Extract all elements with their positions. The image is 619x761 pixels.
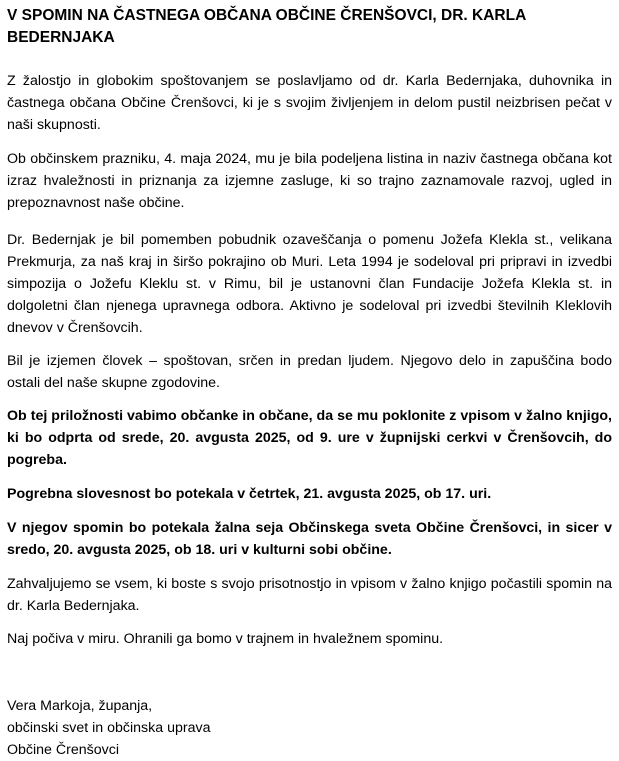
paragraph-rest-in-peace: Naj počiva v miru. Ohranili ga bomo v trajnem in hvaležnem spominu.: [7, 631, 444, 647]
signature-line-council: občinski svet in občinska uprava: [7, 720, 211, 736]
signature-block: [7, 695, 612, 761]
document-title: V SPOMIN NA ČASTNEGA OBČANA OBČINE ČRENŠOVCI, DR. KARLA BEDERNJAKA: [7, 7, 526, 46]
paragraph-honorary-citizen: Ob občinskem prazniku, 4. maja 2024, mu je bila podeljena listina in naziv častnega občana kot izraz hvaležnosti in priznanja za izjemne zasluge, ki so trajno zaznamovale razvoj, ugled in prepoznavnost naše občine.: [7, 151, 612, 211]
paragraph-legacy: Bil je izjemen človek – spoštovan, srčen in predan ljudem. Njegovo delo in zapuščina bodo ostali del naše skupne zgodovine.: [7, 353, 612, 391]
paragraph-thanks: Zahvaljujemo se vsem, ki boste s svojo prisotnostjo in vpisom v žalno knjigo počastili spomin na dr. Karla Bedernjaka.: [7, 576, 612, 614]
memorial-document: [7, 5, 612, 761]
signature-line-mayor: Vera Markoja, županja,: [7, 698, 153, 714]
paragraph-memorial-session: V njegov spomin bo potekala žalna seja Občinskega sveta Občine Črenšovci, in sicer v sredo, 20. avgusta 2025, ob 18. uri v kulturni sobi občine.: [7, 520, 612, 558]
signature-line-municipality: Občine Črenšovci: [7, 742, 119, 758]
paragraph-klekel: Dr. Bedernjak je bil pomemben pobudnik ozaveščanja o pomenu Jožefa Klekla st., velikana Prekmurja, za naš kraj in širšo pokrajino ob Muri. Leta 1994 je sodeloval pri pripravi in izvedbi simpozija o Jožefu Kleklu st. v Rimu, bil je ustanovni član Fundacije Jožefa Klekla st. in dolgoletni član njenega upravnega odbora. Aktivno je sodeloval pri izvedbi številnih Kleklovih dnevov v Črenšovcih.: [7, 232, 612, 336]
paragraph-intro: Z žalostjo in globokim spoštovanjem se poslavljamo od dr. Karla Bedernjaka, duhovnika in častnega občana Občine Črenšovci, ki je s svojim življenjem in delom pustil neizbrisen pečat v naši skupnosti.: [7, 73, 612, 133]
paragraph-funeral: Pogrebna slovesnost bo potekala v četrtek, 21. avgusta 2025, ob 17. uri.: [7, 486, 492, 502]
paragraph-condolence-book: Ob tej priložnosti vabimo občanke in občane, da se mu poklonite z vpisom v žalno knjigo, ki bo odprta od srede, 20. avgusta 2025, od 9. ure v župnijski cerkvi v Črenšovcih, do pogreba.: [7, 408, 612, 468]
